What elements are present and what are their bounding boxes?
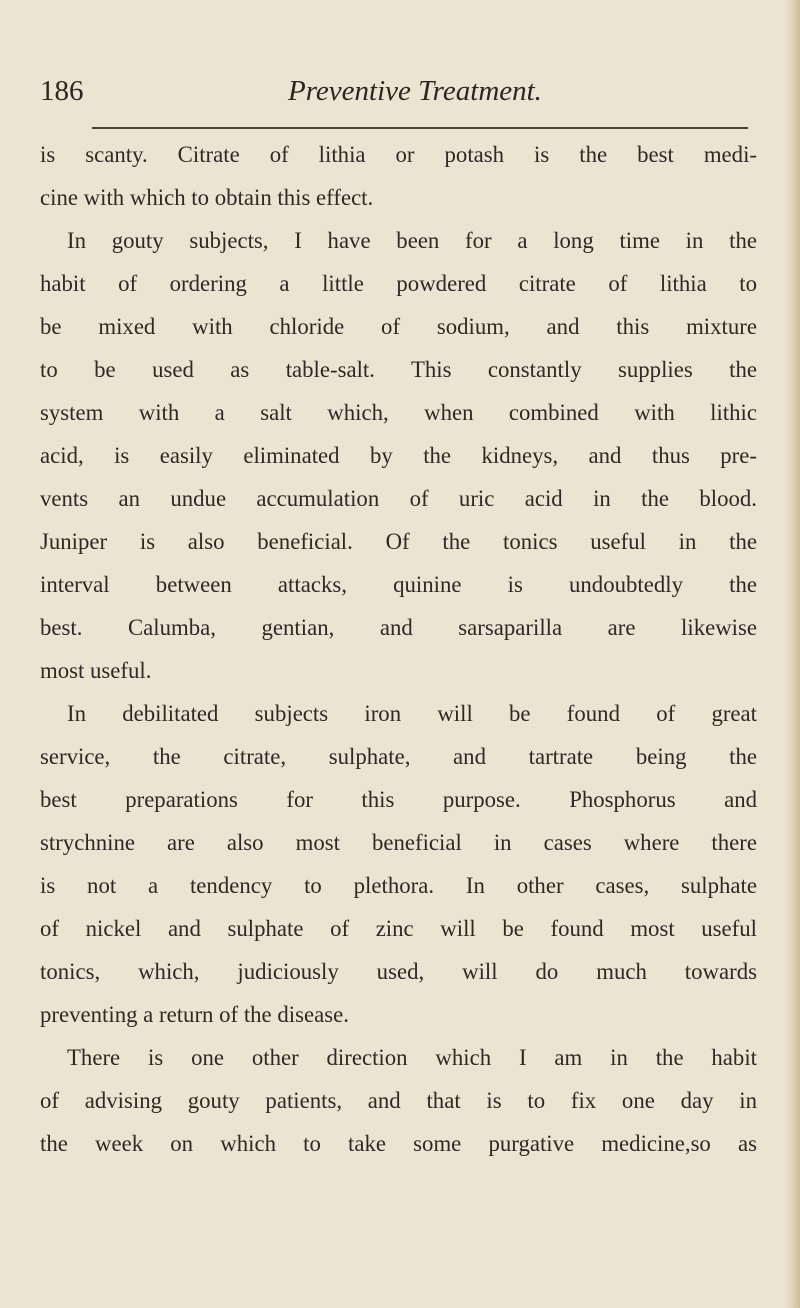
text-line: strychnine are also most beneficial in cases where there xyxy=(40,830,757,855)
text-line: best preparations for this purpose. Phosphorus and xyxy=(40,787,757,812)
text-line: service, the citrate, sulphate, and tartrate being the xyxy=(40,744,757,769)
text-line: habit of ordering a little powdered citrate of lithia to xyxy=(40,271,757,296)
text-line: interval between attacks, quinine is undoubtedly the xyxy=(40,572,757,597)
text-line: In debilitated subjects iron will be found of great xyxy=(67,701,757,726)
text-line: be mixed with chloride of sodium, and this mixture xyxy=(40,314,757,339)
text-line: There is one other direction which I am in the habit xyxy=(67,1045,757,1070)
text-line: vents an undue accumulation of uric acid in the blood. xyxy=(40,486,757,511)
body-text xyxy=(40,133,757,1165)
text-line: acid, is easily eliminated by the kidneys, and thus pre- xyxy=(40,443,757,468)
text-line: preventing a return of the disease. xyxy=(40,1002,349,1027)
text-line: best. Calumba, gentian, and sarsaparilla are likewise xyxy=(40,615,757,640)
text-line: is not a tendency to plethora. In other cases, sulphate xyxy=(40,873,757,898)
page-edge-shadow xyxy=(784,0,800,1308)
text-line: In gouty subjects, I have been for a long time in the xyxy=(67,228,757,253)
page-header xyxy=(40,74,760,114)
text-line: is scanty. Citrate of lithia or potash is the best medi- xyxy=(40,142,757,167)
text-line: most useful. xyxy=(40,658,152,683)
text-line: tonics, which, judiciously used, will do much towards xyxy=(40,959,757,984)
running-title: Preventive Treatment. xyxy=(288,75,542,107)
text-line: to be used as table-salt. This constantly supplies the xyxy=(40,357,757,382)
text-line: of advising gouty patients, and that is to fix one day in xyxy=(40,1088,757,1113)
text-line: the week on which to take some purgative medicine,so as xyxy=(40,1131,757,1156)
text-line: of nickel and sulphate of zinc will be found most useful xyxy=(40,916,757,941)
text-line: Juniper is also beneficial. Of the tonics useful in the xyxy=(40,529,757,554)
header-rule xyxy=(92,127,748,129)
text-line: system with a salt which, when combined with lithic xyxy=(40,400,757,425)
page-number: 186 xyxy=(40,75,84,107)
text-line: cine with which to obtain this effect. xyxy=(40,185,374,210)
